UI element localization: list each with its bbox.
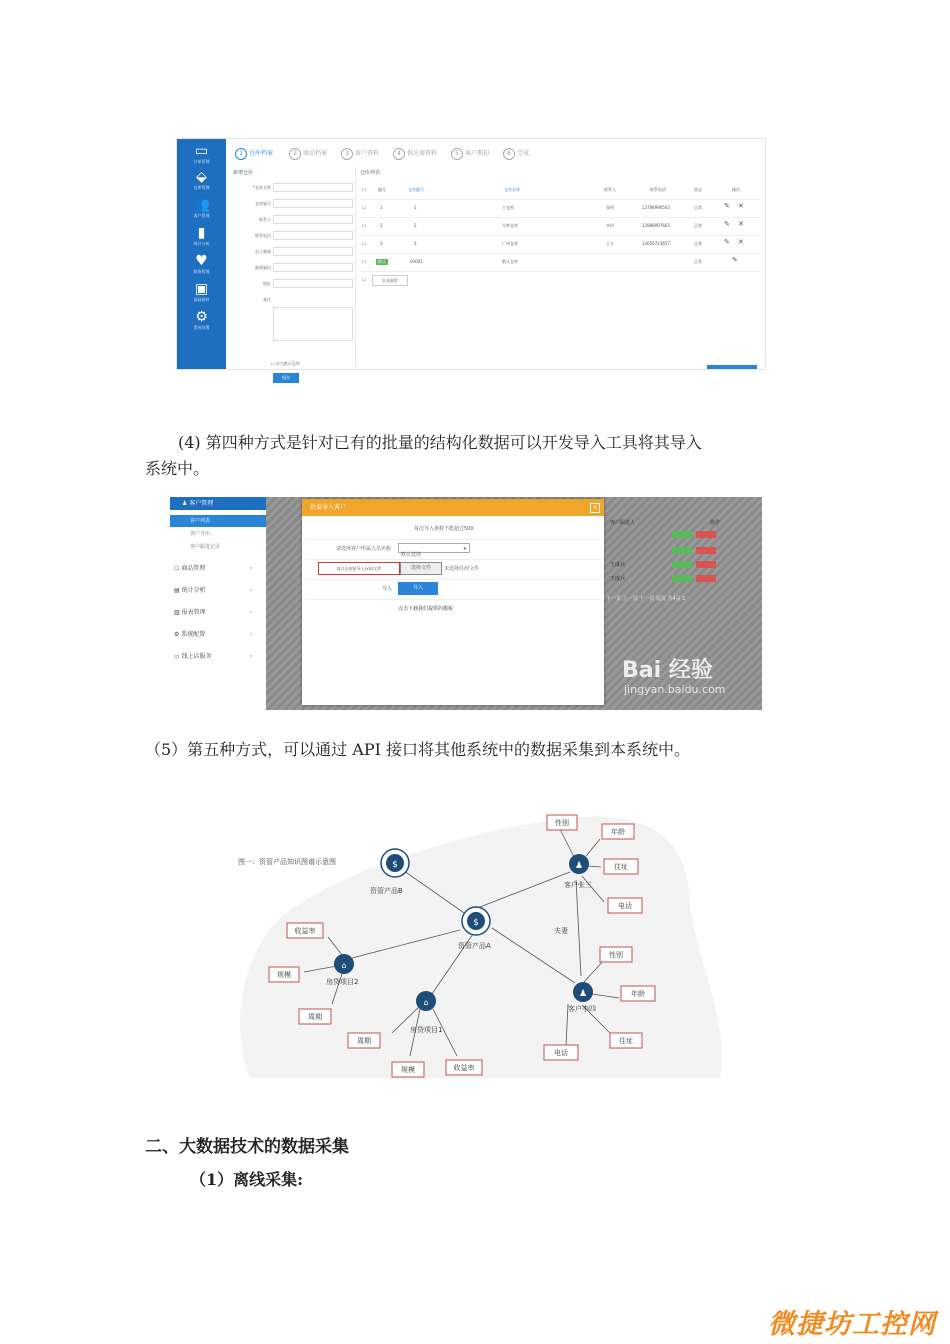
table-title: 仓库列表 xyxy=(360,170,381,176)
import-dialog xyxy=(302,499,604,705)
follower-name: 王成兵 xyxy=(610,562,626,568)
owner-select[interactable]: 默认选择 ▾ xyxy=(398,543,470,553)
house-icon: ⌂ xyxy=(341,961,347,970)
book-icon: ▣ xyxy=(194,281,209,297)
sub-item-customer-list[interactable]: 客户列表 xyxy=(170,515,266,527)
sidebar-item-basic[interactable]: ▣ 基础资料 xyxy=(177,281,226,303)
attr-box-p2-scale: 规模 xyxy=(277,971,291,979)
cart-icon: ▭ xyxy=(194,143,209,159)
para4-line1: (4) 第四种方式是针对已有的批量的结构化数据可以开发导入工具将其导入 xyxy=(178,433,702,452)
contact-input[interactable] xyxy=(273,215,353,224)
sub-item-customer-export[interactable]: 客户导出 xyxy=(190,531,211,537)
table-footer: ☐ 批量删除 xyxy=(360,271,760,289)
form-row: 电子邮箱 xyxy=(231,247,355,257)
book-icon: ▥ xyxy=(174,609,182,616)
users-icon: 👥 xyxy=(192,197,211,213)
sidebar-item-warehouse[interactable]: ⬙ 仓库管理 xyxy=(177,169,226,191)
chevron-right-icon: › xyxy=(249,565,252,572)
diagram-caption: 图一：资管产品知识图谱示意图 xyxy=(238,858,336,866)
chevron-right-icon: › xyxy=(249,631,252,638)
chart-icon: ▮ xyxy=(197,225,206,241)
edit-icon[interactable]: ✎ xyxy=(724,220,730,228)
house-icon: ⌂ xyxy=(423,998,429,1007)
edit-icon[interactable]: ✎ xyxy=(732,256,738,264)
attr-box-c4-phone: 电话 xyxy=(554,1049,568,1057)
attr-box-c4-age: 年龄 xyxy=(631,990,645,998)
bottom-bar xyxy=(707,365,757,369)
table-row[interactable]: ☐ 1 1 主仓库 张明 13798996543 正常 ✎ ✕ xyxy=(360,199,760,218)
subsection-heading: （1）离线采集: xyxy=(190,1170,304,1189)
form-row: 联系电话 xyxy=(231,231,355,241)
chevron-right-icon: › xyxy=(249,587,252,594)
zip-input[interactable] xyxy=(273,263,353,272)
money-bag-icon: $ xyxy=(473,918,479,928)
address-input[interactable] xyxy=(273,279,353,288)
chevron-right-icon: › xyxy=(249,609,252,616)
step-4[interactable]: 4 供应商资料 xyxy=(393,148,437,160)
form-row: 联系人 xyxy=(231,215,355,225)
para4-line2: 系统中。 xyxy=(145,459,210,478)
sidebar-item-customers[interactable]: 👥 客户管理 xyxy=(177,197,226,219)
right-op: 操作 xyxy=(710,520,721,526)
attr-box-c3-address: 住址 xyxy=(614,863,628,871)
sidebar-item-settings[interactable]: ⚙ 系统设置 xyxy=(177,309,226,331)
import-screenshot xyxy=(170,497,762,710)
customer4-label: 客户李四 xyxy=(568,1005,596,1013)
sidebar-item-orders[interactable]: ▭ 订单管理 xyxy=(177,143,226,165)
product-a-label: 资管产品A xyxy=(458,942,491,950)
file-label-box: 请点击按钮导入(xls)文件 xyxy=(318,562,400,575)
choose-file-button[interactable]: 选择文件 xyxy=(400,562,442,575)
table-row[interactable]: ☐ 3 3 广州仓库 王五 13656723657 正常 ✎ ✕ xyxy=(360,235,760,254)
baidu-watermark: Bai 经验 xyxy=(622,658,713,683)
phone-input[interactable] xyxy=(273,231,353,240)
file-row: 请点击按钮导入(xls)文件 选择文件 未选择任何文件 xyxy=(306,559,600,580)
attr-box-p1-scale: 规模 xyxy=(401,1066,415,1074)
table-header: ☐ 编号 仓库编号 仓库名称 联系人 联系电话 状态 操作 xyxy=(360,181,760,200)
attr-box-c4-gender: 性别 xyxy=(609,951,623,959)
chart-icon: ▤ xyxy=(174,587,182,594)
menu-item-reports[interactable]: ▥ 报表管理 › xyxy=(170,603,266,623)
attr-box-p2-period: 周期 xyxy=(308,1013,322,1021)
brand-logo: 微捷坊工控网 xyxy=(768,1309,936,1340)
person-icon: ♟ xyxy=(578,989,588,999)
form-row: *仓库名称 xyxy=(231,183,355,193)
batch-delete-button[interactable]: 批量删除 xyxy=(372,275,408,286)
spouse-label: 夫妻 xyxy=(554,927,568,935)
download-row xyxy=(306,599,600,619)
settings-icon: ⚙ xyxy=(174,631,182,638)
monitor-icon: ▭ xyxy=(174,653,182,660)
step-3[interactable]: 3 客户资料 xyxy=(341,148,379,160)
warehouse-name-input[interactable] xyxy=(273,183,353,192)
warehouse-screenshot xyxy=(176,138,766,380)
warehouse-code-input[interactable] xyxy=(273,199,353,208)
delete-icon[interactable]: ✕ xyxy=(738,220,744,228)
baidu-watermark-url: jingyan.baidu.com xyxy=(624,683,726,696)
default-checkbox[interactable]: ☐ 设为默认仓库 xyxy=(271,361,300,366)
sidebar-item-service[interactable]: ♥ 服务管理 xyxy=(177,253,226,275)
form-row: 地址 xyxy=(231,279,355,289)
heart-icon: ♥ xyxy=(195,253,208,269)
shot1-sidebar xyxy=(177,139,226,369)
owner-row: 请选择客户所属人员名称 默认选择 ▾ xyxy=(306,539,600,560)
chevron-right-icon: › xyxy=(249,653,252,660)
customer3-label: 客户张三 xyxy=(564,881,592,889)
menu-item-products[interactable]: ☖ 商品管理 › xyxy=(170,559,266,579)
attr-box-c3-age: 年龄 xyxy=(611,828,625,836)
attr-box-c4-address: 住址 xyxy=(619,1037,633,1045)
step-2[interactable]: 2 商品档案 xyxy=(289,148,327,160)
import-button[interactable]: 导入 xyxy=(398,582,438,595)
shot2-sidebar xyxy=(170,497,267,710)
right-header: 客户跟进人 xyxy=(610,520,636,526)
user-icon: ♟ xyxy=(182,500,190,507)
sidebar-top[interactable]: ♟ 客户管理 xyxy=(170,497,266,510)
step-6[interactable]: 6 完成 xyxy=(503,148,529,160)
attr-box-p2-rate: 收益率 xyxy=(294,927,316,935)
follower-name: 王成兵 xyxy=(610,576,626,582)
knowledge-graph-diagram xyxy=(220,808,740,1088)
hint-row: 每次导入条数不能超过500 xyxy=(306,519,600,540)
delete-icon[interactable]: ✕ xyxy=(738,202,744,210)
import-row: 导入 导入 xyxy=(306,579,600,600)
attr-box-c3-gender: 性别 xyxy=(555,819,569,827)
step-1[interactable]: 1 仓库档案 xyxy=(235,148,273,160)
para5: （5）第五种方式，可以通过 API 接口将其他系统中的数据采集到本系统中。 xyxy=(145,740,690,759)
chevron-down-icon: ▾ xyxy=(463,546,466,552)
download-template-link[interactable]: 点击下载我们提供的模板 xyxy=(398,606,454,612)
shot2-main xyxy=(266,497,762,710)
form-row: 邮政编码 xyxy=(231,263,355,273)
menu-item-online[interactable]: ▭ 线上店服务 › xyxy=(170,647,266,667)
form-row: 备注 xyxy=(263,297,271,302)
pager[interactable]: 下一页 上一页 下一页 尾页 共4页 1 xyxy=(606,596,686,602)
box-icon: ⬙ xyxy=(196,169,207,185)
money-bag-icon: $ xyxy=(392,860,398,870)
email-input[interactable] xyxy=(273,247,353,256)
table-row[interactable]: ☐ 默认 00001 默认仓库 正常 ✎ xyxy=(360,253,760,272)
project1-label: 房贷项目1 xyxy=(410,1026,443,1034)
close-icon[interactable]: × xyxy=(590,503,600,513)
delete-icon[interactable]: ✕ xyxy=(738,238,744,246)
project2-label: 房贷项目2 xyxy=(326,978,359,986)
menu-item-stats[interactable]: ▤ 统计分析 › xyxy=(170,581,266,601)
header-checkbox[interactable]: ☐ xyxy=(362,187,366,192)
attr-box-p1-period: 周期 xyxy=(357,1037,371,1045)
attr-box-c3-phone: 电话 xyxy=(618,902,632,910)
form-title: 新增仓库 xyxy=(233,170,254,176)
product-b-label: 资管产品B xyxy=(370,887,403,895)
edit-icon[interactable]: ✎ xyxy=(724,202,730,210)
save-button[interactable]: 保存 xyxy=(273,373,299,383)
edit-icon[interactable]: ✎ xyxy=(724,238,730,246)
sidebar-item-stats[interactable]: ▮ 统计分析 xyxy=(177,225,226,247)
person-icon: ♟ xyxy=(574,861,584,871)
form-row: 仓库编号 xyxy=(231,199,355,209)
table-row[interactable]: ☐ 2 2 分库仓库 李四 13988997665 正常 ✎ ✕ xyxy=(360,217,760,236)
menu-item-config[interactable]: ⚙ 系统配置 › xyxy=(170,625,266,645)
step-5[interactable]: 5 客户期初 xyxy=(451,148,489,160)
attr-box-p1-rate: 收益率 xyxy=(453,1064,475,1072)
dialog-titlebar: 批量导入客户 × xyxy=(302,499,604,516)
settings-icon: ⚙ xyxy=(195,309,208,325)
sub-item-followup[interactable]: 客户跟进记录 xyxy=(190,544,221,550)
warehouse-form xyxy=(231,167,356,380)
remark-textarea[interactable] xyxy=(273,307,353,341)
goods-icon: ☖ xyxy=(174,565,182,572)
section-heading: 二、大数据技术的数据采集 xyxy=(145,1137,349,1157)
